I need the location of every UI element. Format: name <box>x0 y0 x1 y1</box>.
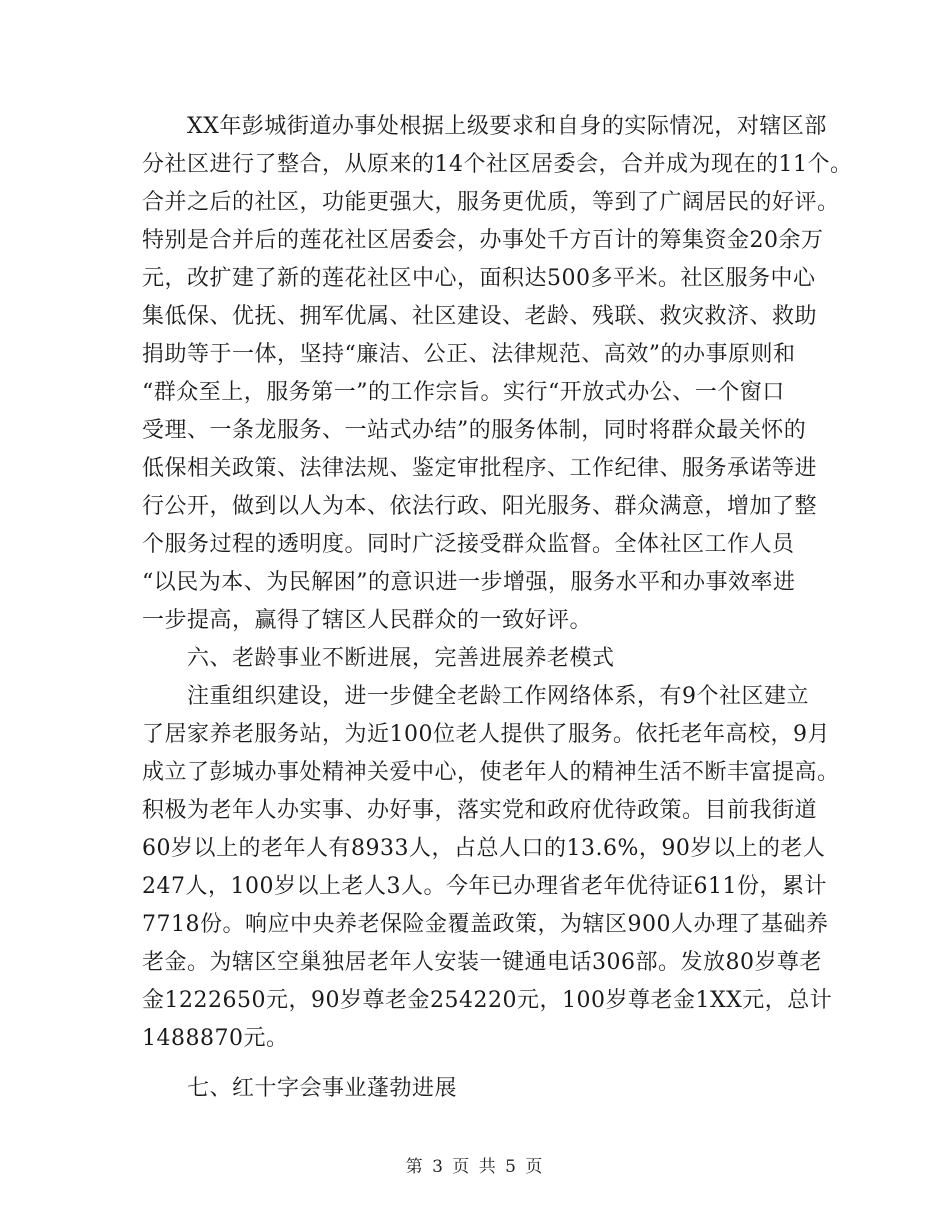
text-line: XX年彭城街道办事处根据上级要求和自身的实际情况，对辖区部 <box>187 114 827 139</box>
text-line: 个服务过程的透明度。同时广泛接受群众监督。全体社区工作人员 <box>142 532 795 557</box>
paragraph-elderly-services <box>142 678 840 1058</box>
heading-text: 七、红十字会事业蓬勃进展 <box>187 1076 458 1101</box>
text-line: “以民为本、为民解困”的意识进一步增强，服务水平和办事效率进 <box>142 570 796 595</box>
text-line: 特别是合并后的莲花社区居委会，办事处千方百计的筹集资金20余万 <box>142 228 824 253</box>
text-line: 1488870元。 <box>142 1026 289 1051</box>
text-line: 元，改扩建了新的莲花社区中心，面积达500多平米。社区服务中心 <box>142 266 816 291</box>
text-line: 金1222650元，90岁尊老金254220元，100岁尊老金1XX元，总计 <box>142 988 833 1013</box>
section-heading-elderly <box>142 640 822 678</box>
spacer <box>142 1058 822 1070</box>
text-line: 受理、一条龙服务、一站式办结”的服务体制，同时将群众最关怀的 <box>142 418 807 443</box>
paragraph-community-integration <box>142 108 853 640</box>
text-line: 集低保、优抚、拥军优属、社区建设、老龄、残联、救灾救济、救助 <box>142 304 818 329</box>
text-line: 合并之后的社区，功能更强大，服务更优质，等到了广阔居民的好评。 <box>142 190 840 215</box>
text-line: 分社区进行了整合，从原来的14个社区居委会，合并成为现在的11个。 <box>142 152 853 177</box>
section-heading-red-cross <box>142 1070 822 1108</box>
heading-text: 六、老龄事业不断进展，完善进展养老模式 <box>187 646 615 671</box>
text-line: 注重组织建设，进一步健全老龄工作网络体系，有9个社区建立 <box>187 684 809 709</box>
text-line: 7718份。响应中央养老保险金覆盖政策，为辖区900人办理了基础养 <box>142 912 829 937</box>
document-body <box>142 108 853 1108</box>
text-line: 一步提高，赢得了辖区人民群众的一致好评。 <box>142 608 593 633</box>
page-number-footer: 第 3 页 共 5 页 <box>405 1157 545 1177</box>
text-line: 低保相关政策、法律法规、鉴定审批程序、工作纪律、服务承诺等进 <box>142 456 818 481</box>
text-line: “群众至上，服务第一”的工作宗旨。实行“开放式办公、一个窗口 <box>142 380 785 405</box>
text-line: 成立了彭城办事处精神关爱中心，使老年人的精神生活不断丰富提高。 <box>142 760 840 785</box>
text-line: 60岁以上的老年人有8933人，占总人口的13.6%，90岁以上的老人 <box>142 836 826 861</box>
text-line: 积极为老年人办实事、办好事，落实党和政府优待政策。目前我街道 <box>142 798 818 823</box>
text-line: 了居家养老服务站，为近100位老人提供了服务。依托老年高校，9月 <box>142 722 830 747</box>
text-line: 行公开，做到以人为本、依法行政、阳光服务、群众满意，增加了整 <box>142 494 818 519</box>
text-line: 捐助等于一体，坚持“廉洁、公正、法律规范、高效”的办事原则和 <box>142 342 796 367</box>
text-line: 247人，100岁以上老人3人。今年已办理省老年优待证611份，累计 <box>142 874 827 899</box>
text-line: 老金。为辖区空巢独居老年人安装一键通电话306部。发放80岁尊老 <box>142 950 822 975</box>
